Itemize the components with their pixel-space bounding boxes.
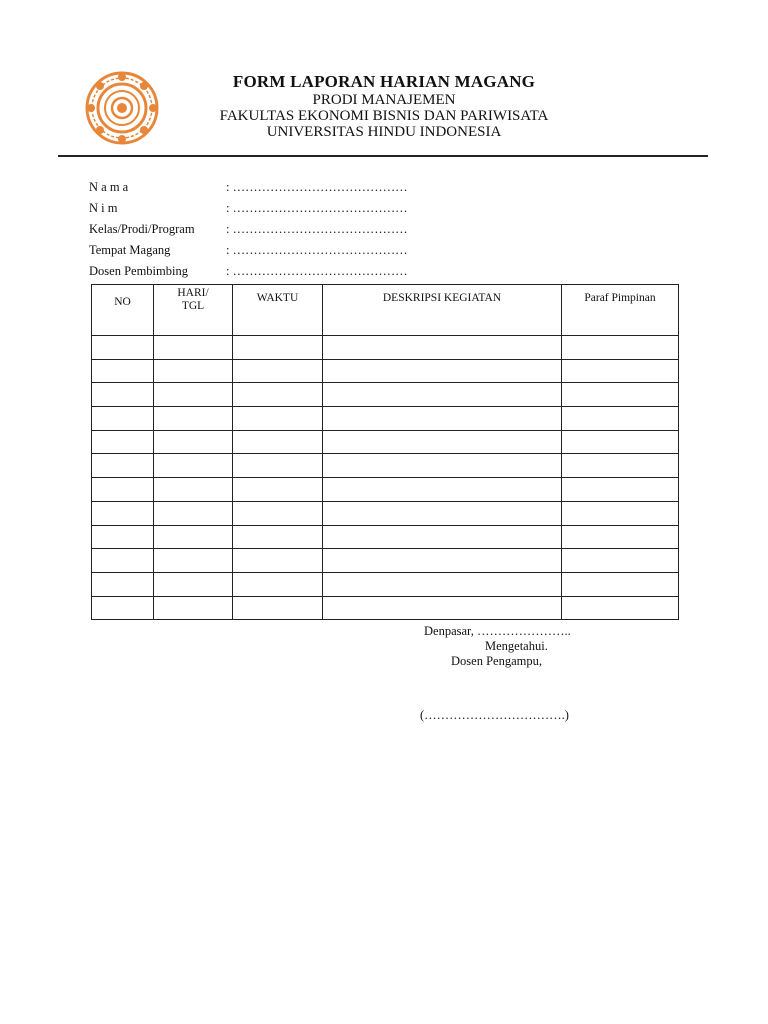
header-divider — [58, 155, 708, 157]
table-cell[interactable] — [92, 549, 154, 573]
table-row — [92, 454, 679, 478]
field-label: Tempat Magang — [89, 243, 171, 257]
signature-place-date: Denpasar, ………………….. — [424, 624, 571, 638]
table-cell[interactable] — [233, 478, 323, 502]
table-cell[interactable] — [154, 501, 233, 525]
field-blank[interactable]: : …………………………………… — [226, 180, 408, 194]
table-cell[interactable] — [154, 359, 233, 383]
table-cell[interactable] — [92, 501, 154, 525]
table-cell[interactable] — [92, 407, 154, 431]
table-cell[interactable] — [562, 407, 679, 431]
table-cell[interactable] — [233, 596, 323, 620]
field-label: N a m a — [89, 180, 129, 194]
table-cell[interactable] — [562, 478, 679, 502]
university-name: UNIVERSITAS HINDU INDONESIA — [266, 124, 502, 140]
table-cell[interactable] — [92, 430, 154, 454]
table-row — [92, 336, 679, 360]
table-cell[interactable] — [323, 596, 562, 620]
table-row — [92, 383, 679, 407]
table-cell[interactable] — [562, 383, 679, 407]
student-info-fields — [89, 179, 408, 284]
table-cell[interactable] — [92, 525, 154, 549]
table-cell[interactable] — [92, 383, 154, 407]
field-dosen-pembimbing — [89, 263, 408, 284]
table-cell[interactable] — [562, 454, 679, 478]
daily-log-table — [91, 284, 679, 620]
table-cell[interactable] — [233, 549, 323, 573]
document-header — [160, 72, 608, 140]
table-cell[interactable] — [323, 549, 562, 573]
table-cell[interactable] — [154, 407, 233, 431]
table-cell[interactable] — [92, 336, 154, 360]
table-row — [92, 549, 679, 573]
table-cell[interactable] — [562, 525, 679, 549]
table-cell[interactable] — [154, 549, 233, 573]
program-name: PRODI MANAJEMEN — [312, 92, 456, 108]
signature-name-blank: (…………………………….) — [420, 708, 569, 722]
table-cell[interactable] — [323, 359, 562, 383]
table-cell[interactable] — [323, 572, 562, 596]
table-cell[interactable] — [323, 501, 562, 525]
table-header-row — [92, 285, 679, 336]
table-cell[interactable] — [92, 454, 154, 478]
table-row — [92, 478, 679, 502]
table-cell[interactable] — [92, 572, 154, 596]
table-cell[interactable] — [233, 454, 323, 478]
table-row — [92, 596, 679, 620]
table-cell[interactable] — [233, 383, 323, 407]
table-cell[interactable] — [323, 430, 562, 454]
table-cell[interactable] — [154, 454, 233, 478]
field-blank[interactable]: : …………………………………… — [226, 201, 408, 215]
field-tempat-magang — [89, 242, 408, 263]
table-cell[interactable] — [323, 383, 562, 407]
table-cell[interactable] — [233, 407, 323, 431]
table-cell[interactable] — [562, 359, 679, 383]
table-cell[interactable] — [562, 430, 679, 454]
table-cell[interactable] — [323, 407, 562, 431]
field-nama — [89, 179, 408, 200]
table-cell[interactable] — [233, 501, 323, 525]
table-cell[interactable] — [233, 336, 323, 360]
field-blank[interactable]: : …………………………………… — [226, 222, 408, 236]
field-label: Kelas/Prodi/Program — [89, 222, 195, 236]
table-cell[interactable] — [562, 596, 679, 620]
table-cell[interactable] — [562, 549, 679, 573]
column-header-paraf: Paraf Pimpinan — [562, 285, 679, 336]
table-cell[interactable] — [154, 430, 233, 454]
table-cell[interactable] — [323, 336, 562, 360]
table-cell[interactable] — [92, 478, 154, 502]
table-cell[interactable] — [323, 454, 562, 478]
column-header-no: NO — [92, 285, 154, 336]
field-label: N i m — [89, 201, 118, 215]
table-row — [92, 525, 679, 549]
table-cell[interactable] — [154, 383, 233, 407]
table-cell[interactable] — [233, 572, 323, 596]
field-label: Dosen Pembimbing — [89, 264, 188, 278]
field-kelas — [89, 221, 408, 242]
table-body — [92, 336, 679, 620]
table-cell[interactable] — [562, 572, 679, 596]
form-title: FORM LAPORAN HARIAN MAGANG — [232, 72, 536, 91]
table-row — [92, 359, 679, 383]
table-cell[interactable] — [562, 336, 679, 360]
field-blank[interactable]: : …………………………………… — [226, 264, 408, 278]
table-cell[interactable] — [233, 525, 323, 549]
table-cell[interactable] — [323, 478, 562, 502]
column-header-deskripsi: DESKRIPSI KEGIATAN — [323, 285, 562, 336]
university-emblem-svg — [84, 70, 160, 146]
signature-role: Dosen Pengampu, — [451, 654, 542, 668]
faculty-name: FAKULTAS EKONOMI BISNIS DAN PARIWISATA — [219, 108, 549, 124]
column-header-hari-tgl: HARI/ TGL — [154, 285, 233, 336]
table-row — [92, 501, 679, 525]
table-cell[interactable] — [233, 359, 323, 383]
table-cell[interactable] — [154, 572, 233, 596]
table-cell[interactable] — [154, 596, 233, 620]
field-blank[interactable]: : …………………………………… — [226, 243, 408, 257]
column-header-waktu: WAKTU — [233, 285, 323, 336]
table-cell[interactable] — [562, 501, 679, 525]
table-row — [92, 430, 679, 454]
university-emblem-icon — [84, 70, 160, 146]
table-cell[interactable] — [154, 478, 233, 502]
signature-knowing: Mengetahui. — [485, 639, 548, 653]
table-cell[interactable] — [233, 430, 323, 454]
table-cell[interactable] — [323, 525, 562, 549]
table-cell[interactable] — [92, 596, 154, 620]
table-row — [92, 572, 679, 596]
table-cell[interactable] — [154, 336, 233, 360]
table-cell[interactable] — [92, 359, 154, 383]
field-nim — [89, 200, 408, 221]
table-cell[interactable] — [154, 525, 233, 549]
table-row — [92, 407, 679, 431]
